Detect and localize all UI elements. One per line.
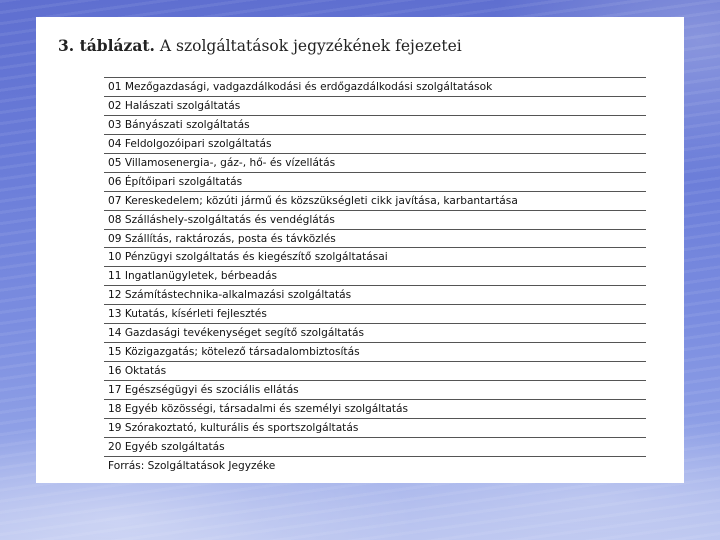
table-caption: A szolgáltatások jegyzékének fejezetei (159, 37, 462, 55)
table-row: 01 Mezőgazdasági, vadgazdálkodási és erdőgazdálkodási szolgáltatások (104, 78, 646, 97)
table-source-note: Forrás: Szolgáltatások Jegyzéke (108, 459, 276, 472)
table-row: 14 Gazdasági tevékenységet segítő szolgáltatás (104, 324, 646, 343)
table-row: 15 Közigazgatás; kötelező társadalombiztosítás (104, 343, 646, 362)
table-row: 16 Oktatás (104, 362, 646, 381)
table-row: 10 Pénzügyi szolgáltatás és kiegészítő szolgáltatásai (104, 248, 646, 267)
table-row: 06 Építőipari szolgáltatás (104, 173, 646, 192)
table-row: 18 Egyéb közösségi, társadalmi és személyi szolgáltatás (104, 400, 646, 419)
table-title (58, 36, 462, 55)
table-row: 13 Kutatás, kísérleti fejlesztés (104, 305, 646, 324)
table-row: 17 Egészségügyi és szociális ellátás (104, 381, 646, 400)
chapter-table (104, 77, 646, 475)
slide-content-panel (36, 17, 684, 483)
table-row: 04 Feldolgozóipari szolgáltatás (104, 135, 646, 154)
table-row: 19 Szórakoztató, kulturális és sportszolgáltatás (104, 419, 646, 438)
table-row: 07 Kereskedelem; közúti jármű és közszükségleti cikk javítása, karbantartása (104, 192, 646, 211)
table-row: 05 Villamosenergia-, gáz-, hő- és vízellátás (104, 154, 646, 173)
table-row: 03 Bányászati szolgáltatás (104, 116, 646, 135)
table-row: 20 Egyéb szolgáltatás (104, 438, 646, 457)
table-row: 11 Ingatlanügyletek, bérbeadás (104, 267, 646, 286)
table-row: 09 Szállítás, raktározás, posta és távközlés (104, 230, 646, 249)
table-row: 12 Számítástechnika-alkalmazási szolgáltatás (104, 286, 646, 305)
table-row: 08 Szálláshely-szolgáltatás és vendéglátás (104, 211, 646, 230)
table-number: 3. táblázat. (58, 36, 155, 55)
table-row: 02 Halászati szolgáltatás (104, 97, 646, 116)
